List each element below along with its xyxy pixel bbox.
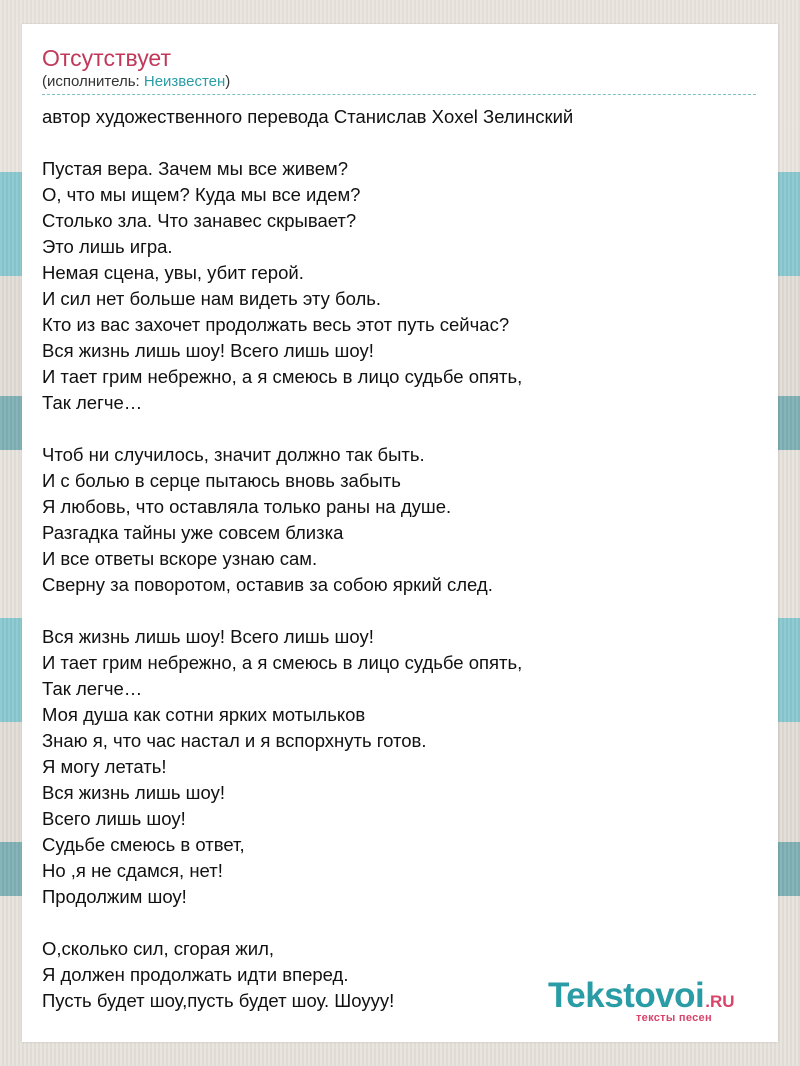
lyric-line: Я должен продолжать идти вперед. (42, 964, 349, 985)
lyric-line: Кто из вас захочет продолжать весь этот путь сейчас? (42, 314, 510, 335)
logo-main-text: Tekstovoi (548, 976, 705, 1015)
stanza-break (42, 416, 756, 442)
lyric-line: Всего лишь шоу! (42, 808, 186, 829)
lyric-line: И тает грим небрежно, а я смеюсь в лицо судьбе опять, (42, 652, 523, 673)
stanza-break (42, 910, 756, 936)
logo-tagline: тексты песен (636, 1012, 712, 1024)
title-divider (42, 94, 756, 95)
lyric-line: Вся жизнь лишь шоу! Всего лишь шоу! (42, 626, 374, 647)
performer-line (42, 73, 230, 91)
lyric-line: И тает грим небрежно, а я смеюсь в лицо судьбе опять, (42, 366, 523, 387)
performer-suffix: ) (225, 73, 231, 90)
lyric-line: Судьбе смеюсь в ответ, (42, 834, 245, 855)
performer-link[interactable]: Неизвестен (143, 73, 226, 90)
performer-prefix: (исполнитель: (42, 73, 144, 90)
lyric-line: И с болью в серце пытаюсь вновь забыть (42, 470, 401, 491)
lyric-line: Так легче… (42, 678, 143, 699)
lyric-line: автор художественного перевода Станислав Xoxel Зелинский (42, 106, 574, 127)
logo-tld: .RU (705, 992, 735, 1011)
lyric-line: Я любовь, что оставляла только раны на душе. (42, 496, 452, 517)
lyric-line: И все ответы вскоре узнаю сам. (42, 548, 318, 569)
lyric-line: Так легче… (42, 392, 143, 413)
site-logo[interactable] (548, 976, 735, 1024)
lyric-line: Вся жизнь лишь шоу! (42, 782, 225, 803)
lyric-line: О,сколько сил, сгорая жил, (42, 938, 275, 959)
lyric-line: Столько зла. Что занавес скрывает? (42, 210, 357, 231)
lyric-line: Чтоб ни случилось, значит должно так быть. (42, 444, 425, 465)
lyric-line: О, что мы ищем? Куда мы все идем? (42, 184, 361, 205)
lyric-line: Но ,я не сдамся, нет! (42, 860, 223, 881)
lyric-line: Пустая вера. Зачем мы все живем? (42, 158, 348, 179)
lyric-line: Вся жизнь лишь шоу! Всего лишь шоу! (42, 340, 374, 361)
lyric-line: Я могу летать! (42, 756, 167, 777)
lyric-line: Продолжим шоу! (42, 886, 187, 907)
lyrics-card (22, 24, 778, 1042)
lyric-line: Моя душа как сотни ярких мотыльков (42, 704, 366, 725)
lyric-line: Немая сцена, увы, убит герой. (42, 262, 304, 283)
stanza-break (42, 598, 756, 624)
lyric-line: Разгадка тайны уже совсем близка (42, 522, 344, 543)
lyric-line: Это лишь игра. (42, 236, 173, 257)
stanza-break (42, 130, 756, 156)
song-title: Отсутствует (42, 45, 171, 71)
lyric-line: Пусть будет шоу,пусть будет шоу. Шоууу! (42, 990, 395, 1011)
lyric-line: И сил нет больше нам видеть эту боль. (42, 288, 382, 309)
lyric-line: Сверну за поворотом, оставив за собою яркий след. (42, 574, 493, 595)
lyric-line: Знаю я, что час настал и я вспорхнуть готов. (42, 730, 427, 751)
lyrics-text (42, 104, 756, 1014)
